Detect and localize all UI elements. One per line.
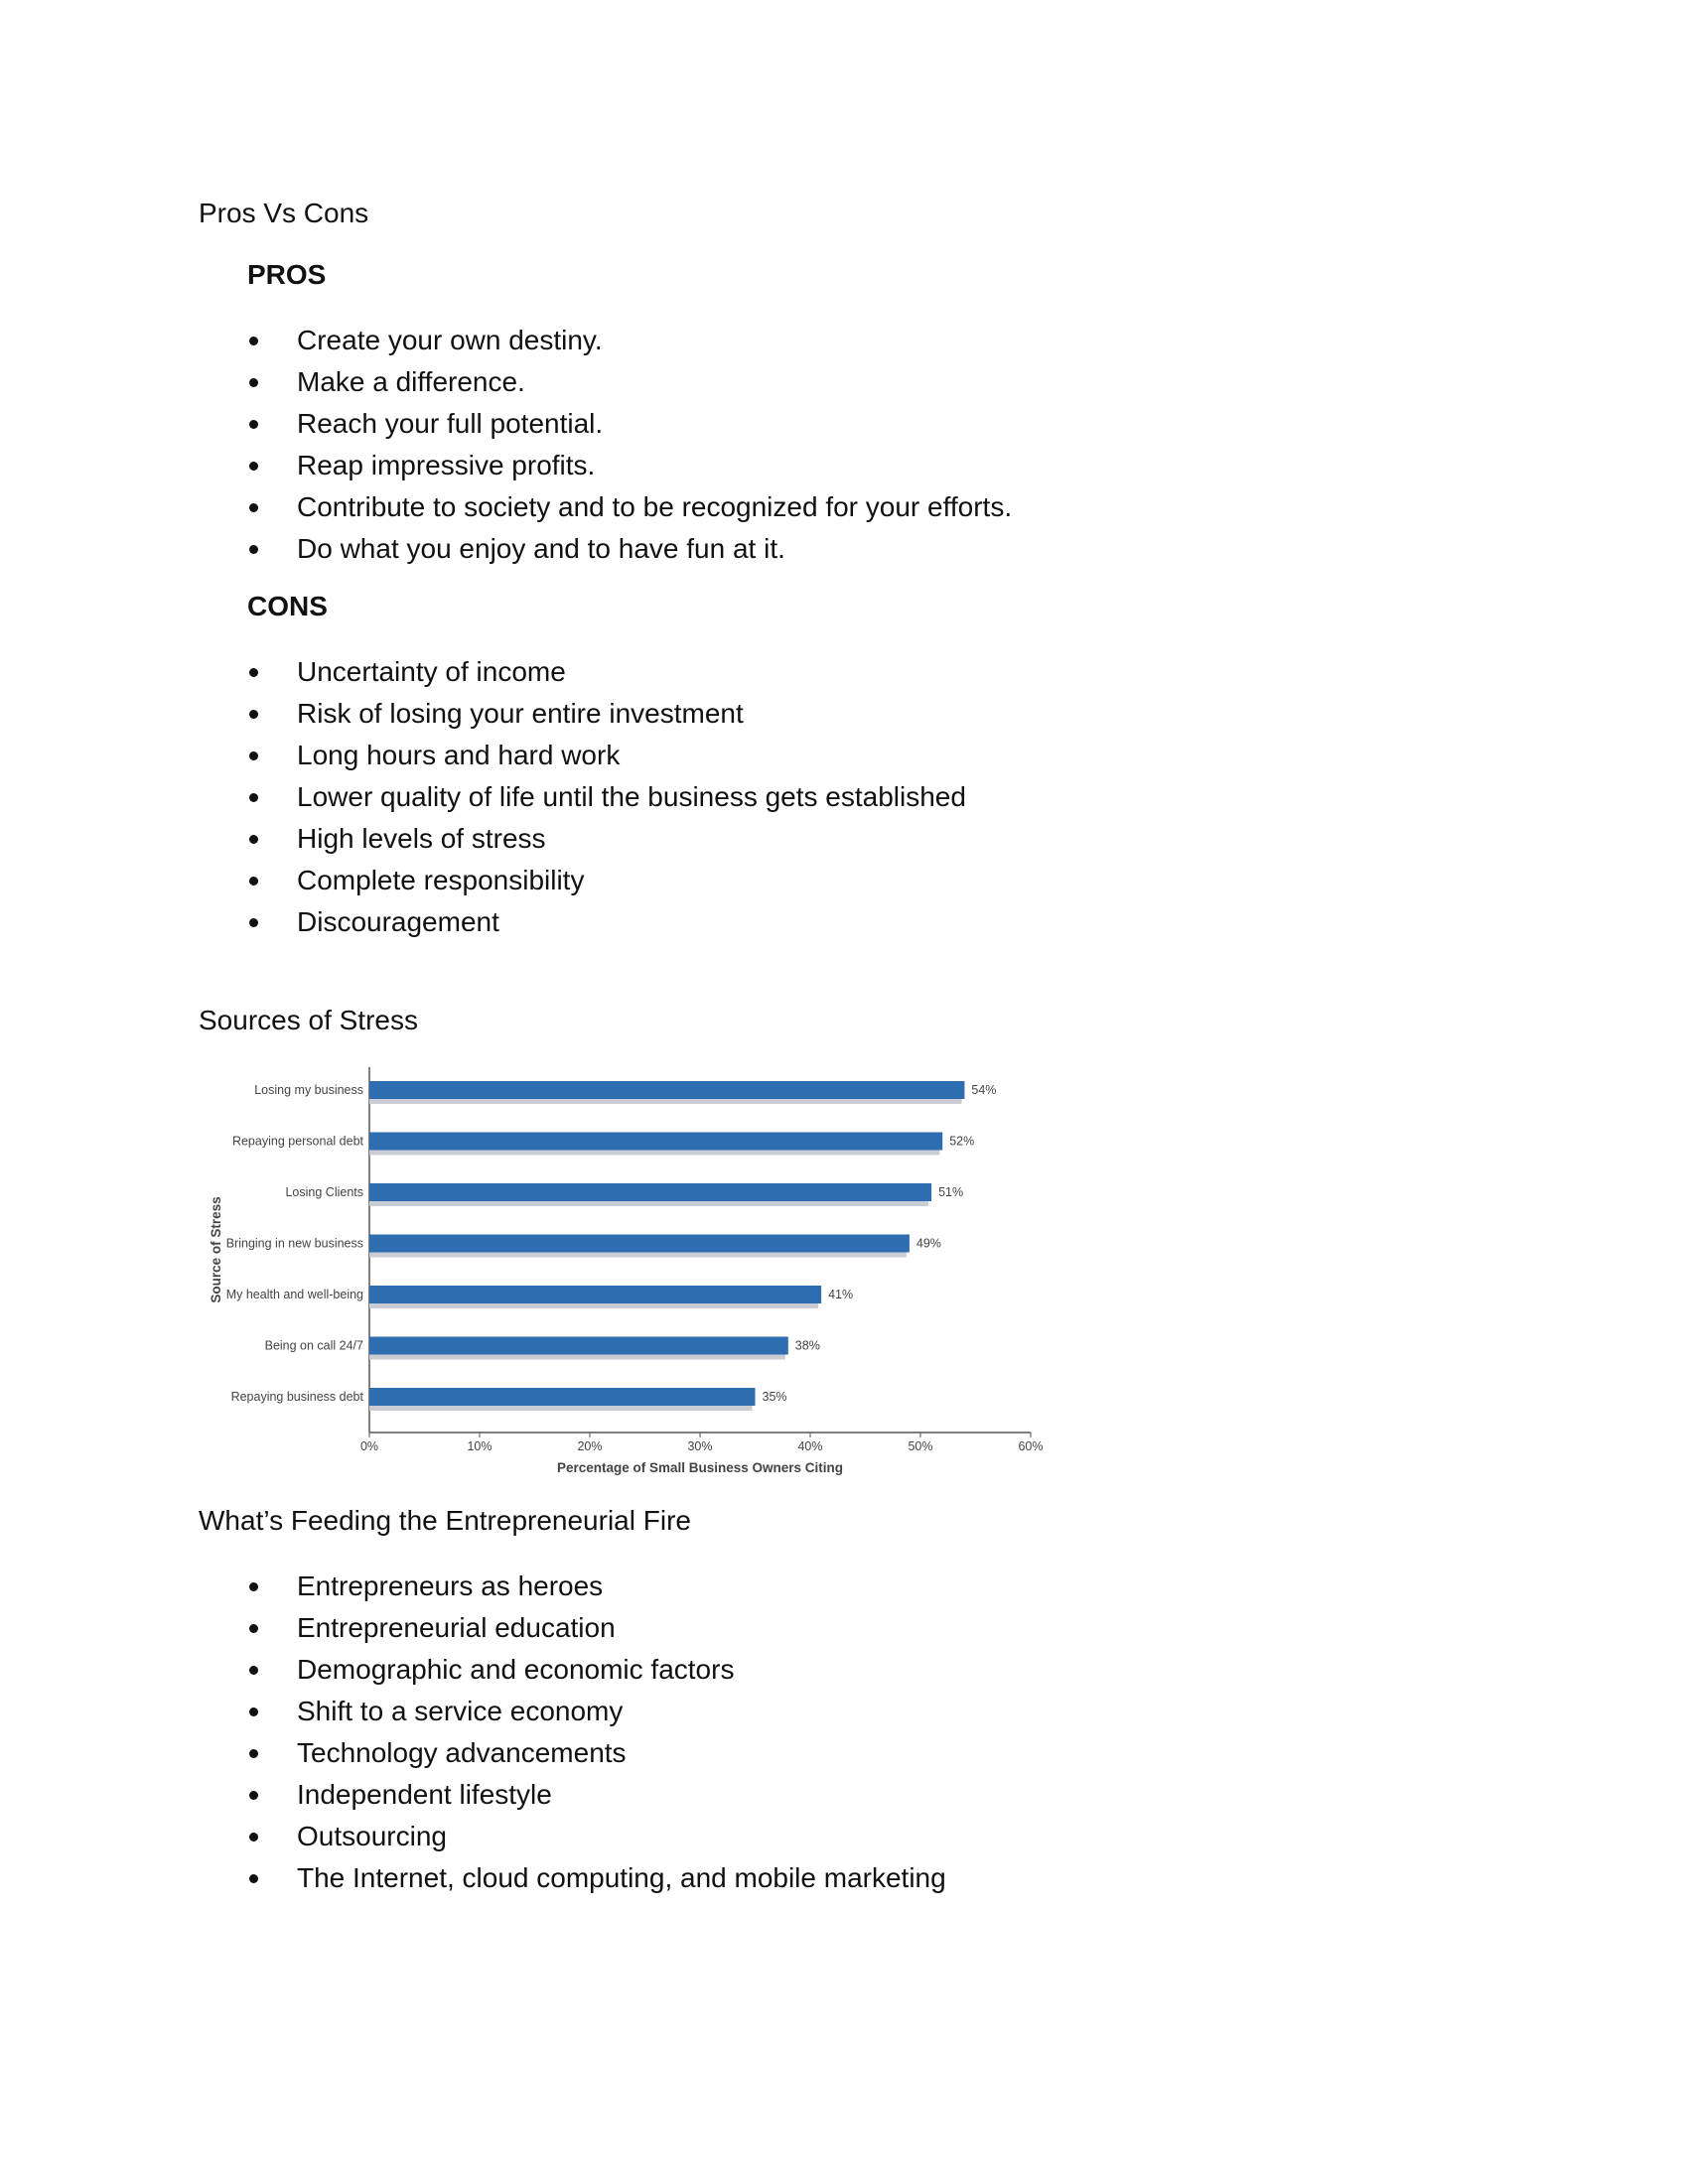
x-tick-label: 10% <box>467 1439 492 1453</box>
x-tick-label: 30% <box>687 1439 713 1453</box>
fire-list <box>247 1566 946 1899</box>
data-label: 52% <box>949 1134 975 1149</box>
data-label: 38% <box>794 1338 820 1353</box>
fire-item: Outsourcing <box>247 1816 946 1857</box>
data-label: 35% <box>762 1390 787 1404</box>
stress-bar-chart <box>199 1057 1072 1494</box>
cons-item: Long hours and hard work <box>247 735 966 776</box>
pros-item: Contribute to society and to be recognized for your efforts. <box>247 486 1012 528</box>
category-label: Bringing in new business <box>225 1236 363 1251</box>
cons-item: Risk of losing your entire investment <box>247 693 966 735</box>
bar <box>369 1235 910 1253</box>
bar <box>369 1388 756 1406</box>
data-label: 54% <box>971 1083 997 1097</box>
x-tick-label: 60% <box>1018 1439 1044 1453</box>
cons-item: Complete responsibility <box>247 860 966 901</box>
pros-cons-heading: Pros Vs Cons <box>199 198 369 228</box>
bar <box>369 1081 964 1099</box>
cons-item: Uncertainty of income <box>247 651 966 693</box>
cons-item: Lower quality of life until the business gets established <box>247 776 966 818</box>
bar <box>369 1286 821 1303</box>
category-label: Being on call 24/7 <box>264 1338 363 1353</box>
fire-heading: What’s Feeding the Entrepreneurial Fire <box>199 1505 691 1536</box>
category-label: Repaying personal debt <box>231 1134 363 1149</box>
data-label: 51% <box>938 1185 964 1199</box>
x-axis-label: Percentage of Small Business Owners Citing <box>556 1460 844 1475</box>
pros-item: Reap impressive profits. <box>247 445 1012 486</box>
x-tick-label: 0% <box>359 1439 379 1453</box>
stress-heading: Sources of Stress <box>199 1005 418 1035</box>
fire-item: Technology advancements <box>247 1732 946 1774</box>
data-label: 41% <box>828 1288 854 1301</box>
pros-list <box>247 320 1012 570</box>
pros-item: Make a difference. <box>247 361 1012 403</box>
category-label: Losing Clients <box>285 1185 363 1199</box>
cons-item: High levels of stress <box>247 818 966 860</box>
fire-item: Entrepreneurial education <box>247 1607 946 1649</box>
pros-heading: PROS <box>247 259 327 290</box>
pros-item: Reach your full potential. <box>247 403 1012 445</box>
fire-item: Demographic and economic factors <box>247 1649 946 1691</box>
x-tick-label: 50% <box>908 1439 933 1453</box>
x-tick-label: 40% <box>797 1439 823 1453</box>
fire-item: Entrepreneurs as heroes <box>247 1566 946 1607</box>
pros-item: Do what you enjoy and to have fun at it. <box>247 528 1012 570</box>
bar <box>369 1133 942 1151</box>
cons-list <box>247 651 966 943</box>
bar <box>369 1183 931 1201</box>
category-label: Losing my business <box>254 1083 363 1097</box>
pros-item: Create your own destiny. <box>247 320 1012 361</box>
cons-item: Discouragement <box>247 901 966 943</box>
category-label: My health and well-being <box>225 1288 363 1301</box>
x-tick-label: 20% <box>577 1439 603 1453</box>
data-label: 49% <box>915 1236 941 1251</box>
bar <box>369 1337 788 1355</box>
fire-item: The Internet, cloud computing, and mobile marketing <box>247 1857 946 1899</box>
category-label: Repaying business debt <box>230 1390 363 1404</box>
fire-item: Shift to a service economy <box>247 1691 946 1732</box>
y-axis-label: Source of Stress <box>209 1196 223 1303</box>
cons-heading: CONS <box>247 591 328 621</box>
fire-item: Independent lifestyle <box>247 1774 946 1816</box>
